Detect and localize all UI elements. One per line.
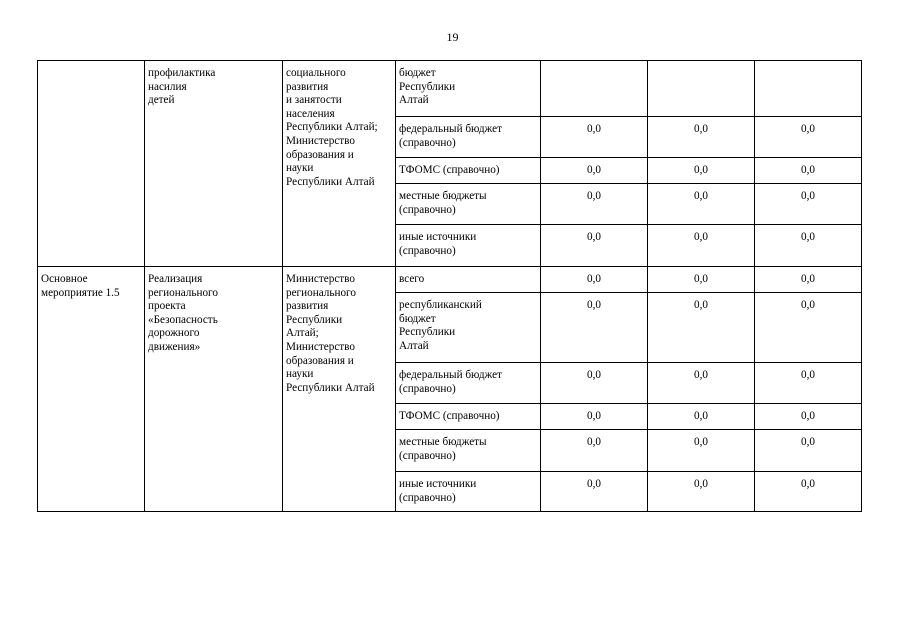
funding-source-cell: республиканский бюджет Республики Алтай [396, 293, 541, 363]
value-cell [755, 61, 862, 117]
measure-name-cell: Реализация регионального проекта «Безопасность дорожного движения» [145, 267, 283, 512]
funding-source-cell: ТФОМС (справочно) [396, 158, 541, 184]
value-cell: 0,0 [541, 404, 648, 430]
value-cell: 0,0 [541, 225, 648, 267]
funding-source-cell: иные источники (справочно) [396, 225, 541, 267]
value-cell: 0,0 [648, 293, 755, 363]
value-cell: 0,0 [648, 225, 755, 267]
funding-source-cell: ТФОМС (справочно) [396, 404, 541, 430]
table-row [38, 267, 862, 293]
funding-source-cell: всего [396, 267, 541, 293]
value-cell: 0,0 [755, 267, 862, 293]
value-cell: 0,0 [541, 430, 648, 472]
measure-code-cell [38, 61, 145, 267]
value-cell: 0,0 [648, 430, 755, 472]
funding-source-cell: федеральный бюджет (справочно) [396, 117, 541, 158]
value-cell: 0,0 [541, 117, 648, 158]
value-cell: 0,0 [648, 404, 755, 430]
page-number: 19 [446, 30, 459, 44]
value-cell: 0,0 [755, 117, 862, 158]
value-cell: 0,0 [648, 184, 755, 225]
value-cell: 0,0 [648, 267, 755, 293]
value-cell: 0,0 [755, 363, 862, 404]
value-cell: 0,0 [755, 430, 862, 472]
funding-source-cell: федеральный бюджет (справочно) [396, 363, 541, 404]
value-cell [648, 61, 755, 117]
funding-source-cell: местные бюджеты (справочно) [396, 184, 541, 225]
value-cell: 0,0 [541, 472, 648, 512]
value-cell: 0,0 [541, 293, 648, 363]
funding-source-cell: иные источники (справочно) [396, 472, 541, 512]
value-cell: 0,0 [541, 363, 648, 404]
value-cell: 0,0 [541, 267, 648, 293]
value-cell: 0,0 [648, 363, 755, 404]
budget-table [37, 60, 862, 512]
value-cell: 0,0 [648, 158, 755, 184]
value-cell: 0,0 [755, 404, 862, 430]
value-cell [541, 61, 648, 117]
value-cell: 0,0 [541, 184, 648, 225]
funding-source-cell: местные бюджеты (справочно) [396, 430, 541, 472]
executor-cell: Министерство регионального развития Республики Алтай; Министерство образования и науки Республики Алтай [283, 267, 396, 512]
table-row [38, 61, 862, 117]
value-cell: 0,0 [648, 472, 755, 512]
value-cell: 0,0 [648, 117, 755, 158]
value-cell: 0,0 [755, 293, 862, 363]
value-cell: 0,0 [755, 225, 862, 267]
measure-code-cell: Основное мероприятие 1.5 [38, 267, 145, 512]
value-cell: 0,0 [755, 184, 862, 225]
measure-name-cell: профилактика насилия детей [145, 61, 283, 267]
value-cell: 0,0 [755, 158, 862, 184]
funding-source-cell: бюджет Республики Алтай [396, 61, 541, 117]
executor-cell: социального развития и занятости населения Республики Алтай; Министерство образования и науки Республики Алтай [283, 61, 396, 267]
value-cell: 0,0 [755, 472, 862, 512]
value-cell: 0,0 [541, 158, 648, 184]
